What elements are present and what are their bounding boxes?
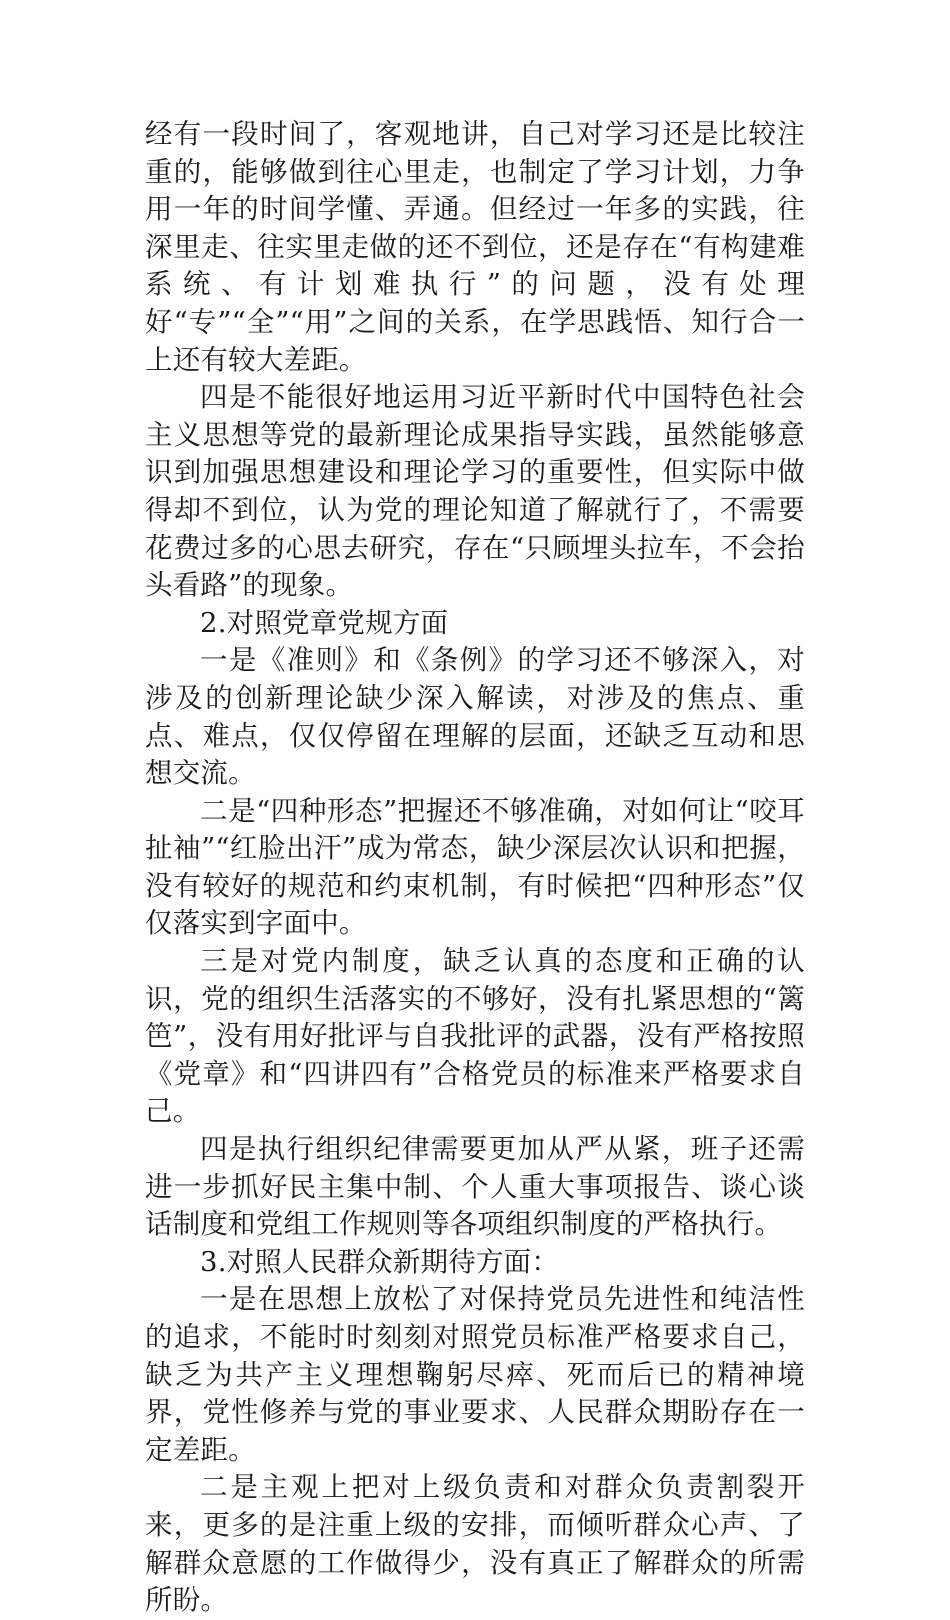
section-heading-party-rules: 2.对照党章党规方面 xyxy=(200,606,449,639)
section-heading-people-expectations: 3.对照人民群众新期待方面： xyxy=(200,1245,560,1278)
document-body xyxy=(145,116,805,1620)
paragraph-continuation: 经有一段时间了，客观地讲，自己对学习还是比较注重的，能够做到往心里走，也制定了学习计划，力争用一年的时间学懂、弄通。但经过一年多的实践，往深里走、往实里走做的还不到位，还是存在“有构建难系统、有计划难执行”的问题，没有处理好“专”“全”“用”之间的关系，在学思践悟、知行合一上还有较大差距。 xyxy=(145,118,805,376)
paragraph-point-one-people: 一是在思想上放松了对保持党员先进性和纯洁性的追求，不能时时刻刻对照党员标准严格要求自己，缺乏为共产主义理想鞠躬尽瘁、死而后已的精神境界，党性修养与党的事业要求、人民群众期盼存在一定差距。 xyxy=(145,1283,805,1466)
paragraph-point-four-theory: 四是不能很好地运用习近平新时代中国特色社会主义思想等党的最新理论成果指导实践，虽然能够意识到加强思想建设和理论学习的重要性，但实际中做得却不到位，认为党的理论知道了解就行了，不需要花费过多的心思去研究，存在“只顾埋头拉车，不会抬头看路”的现象。 xyxy=(145,381,805,602)
paragraph-point-four-rules: 四是执行组织纪律需要更加从严从紧，班子还需进一步抓好民主集中制、个人重大事项报告、谈心谈话制度和党组工作规则等各项组织制度的严格执行。 xyxy=(145,1133,805,1241)
paragraph-point-three-rules: 三是对党内制度，缺乏认真的态度和正确的认识，党的组织生活落实的不够好，没有扎紧思想的“篱笆”，没有用好批评与自我批评的武器，没有严格按照《党章》和“四讲四有”合格党员的标准来严格要求自己。 xyxy=(145,945,805,1128)
paragraph-point-two-rules: 二是“四种形态”把握还不够准确，对如何让“咬耳扯袖”“红脸出汗”成为常态，缺少深层次认识和把握，没有较好的规范和约束机制，有时候把“四种形态”仅仅落实到字面中。 xyxy=(145,794,805,940)
paragraph-point-one-rules: 一是《准则》和《条例》的学习还不够深入，对涉及的创新理论缺少深入解读，对涉及的焦点、重点、难点，仅仅停留在理解的层面，还缺乏互动和思想交流。 xyxy=(145,644,805,790)
paragraph-point-two-people: 二是主观上把对上级负责和对群众负责割裂开来，更多的是注重上级的安排，而倾听群众心声、了解群众意愿的工作做得少，没有真正了解群众的所需所盼。 xyxy=(145,1471,805,1617)
